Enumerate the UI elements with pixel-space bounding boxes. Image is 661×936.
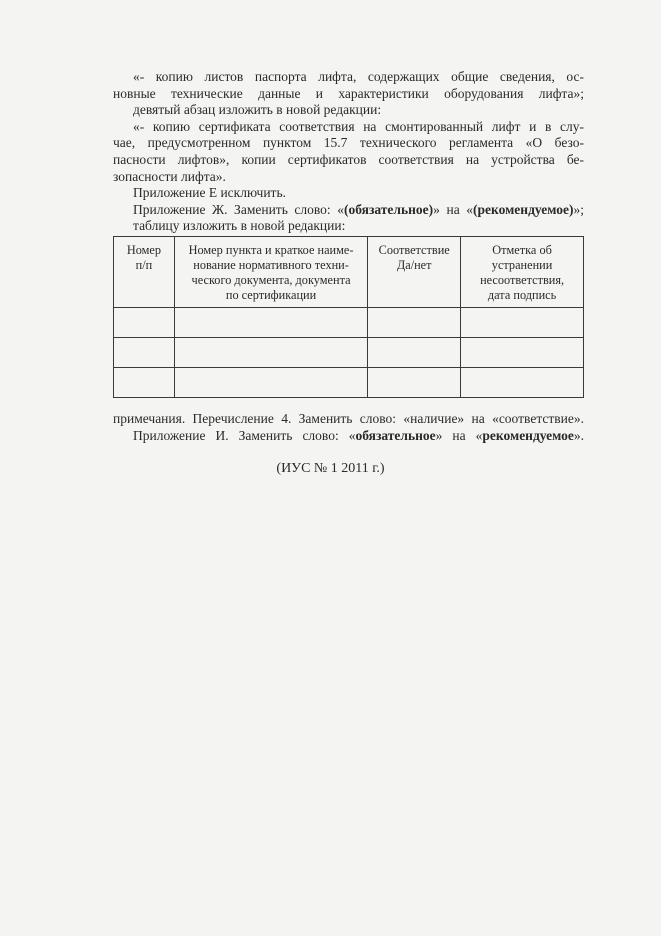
table-cell [461,308,584,338]
text-line: девятый абзац изложить в новой редакции: [133,102,382,118]
header-text: нование нормативного техни- [193,258,349,272]
text-line: Приложение Е исключить. [133,185,286,201]
bold-term: (обязательное) [344,201,434,217]
text-line [113,428,584,445]
table-cell [174,368,367,398]
header-text: п/п [135,258,153,272]
header-text: устранении [491,258,553,272]
table-row [114,308,584,338]
body-text-bottom [113,411,584,444]
header-text: Номер [126,243,162,257]
bold-term: обязательное [355,427,436,443]
text-line: новные технические данные и характеристики оборудования лифта»; [113,85,584,101]
bold-term: рекомендуемое [482,427,574,443]
text-fragment: ». [573,427,585,443]
text-fragment: »; [573,201,584,217]
text-line: пасности лифтов», копии сертификатов соответствия на устройства бе- [113,151,584,167]
table-cell [114,338,175,368]
column-header-remedy [461,237,584,308]
bold-term: (рекомендуемое) [473,201,574,217]
text-fragment: Приложение Ж. Заменить слово: « [133,201,344,217]
table-row [114,338,584,368]
table-row [114,368,584,398]
header-text: ческого документа, документа [191,273,351,287]
header-text: несоответствия, [480,273,565,287]
publication-reference: (ИУС № 1 2011 г.) [276,461,385,476]
table-cell [174,308,367,338]
text-line: «- копию сертификата соответствия на смонтированный лифт и в слу- [133,118,584,134]
text-fragment: » на « [433,201,474,217]
table-cell [461,338,584,368]
text-line: «- копию листов паспорта лифта, содержащих общие сведения, ос- [133,69,584,84]
text-line: зопасности лифта». [113,168,226,184]
text-fragment: Приложение И. Заменить слово: « [133,427,356,443]
table-cell [368,308,461,338]
table-cell [174,338,367,368]
table-cell [368,368,461,398]
text-line: примечания. Перечисление 4. Заменить слово: «наличие» на «соответствие». [113,411,584,426]
table-cell [114,368,175,398]
header-text: Соответствие [378,243,450,257]
column-header-document [174,237,367,308]
text-line: таблицу изложить в новой редакции: [133,218,346,234]
column-header-number [114,237,175,308]
header-text: Да/нет [396,258,432,272]
certification-table [113,236,584,398]
header-text: дата подпись [487,288,557,302]
body-text-top [113,69,584,235]
table-cell [461,368,584,398]
text-line: чае, предусмотренном пунктом 15.7 технического регламента «О безо- [113,135,584,151]
header-text: Номер пункта и краткое наиме- [188,243,354,257]
header-text: по сертификации [225,288,317,302]
table-cell [368,338,461,368]
text-line [113,202,584,219]
table-cell [114,308,175,338]
text-fragment: » на « [435,427,483,443]
header-text: Отметка об [492,243,552,257]
table-header-row [114,237,584,308]
column-header-compliance [368,237,461,308]
